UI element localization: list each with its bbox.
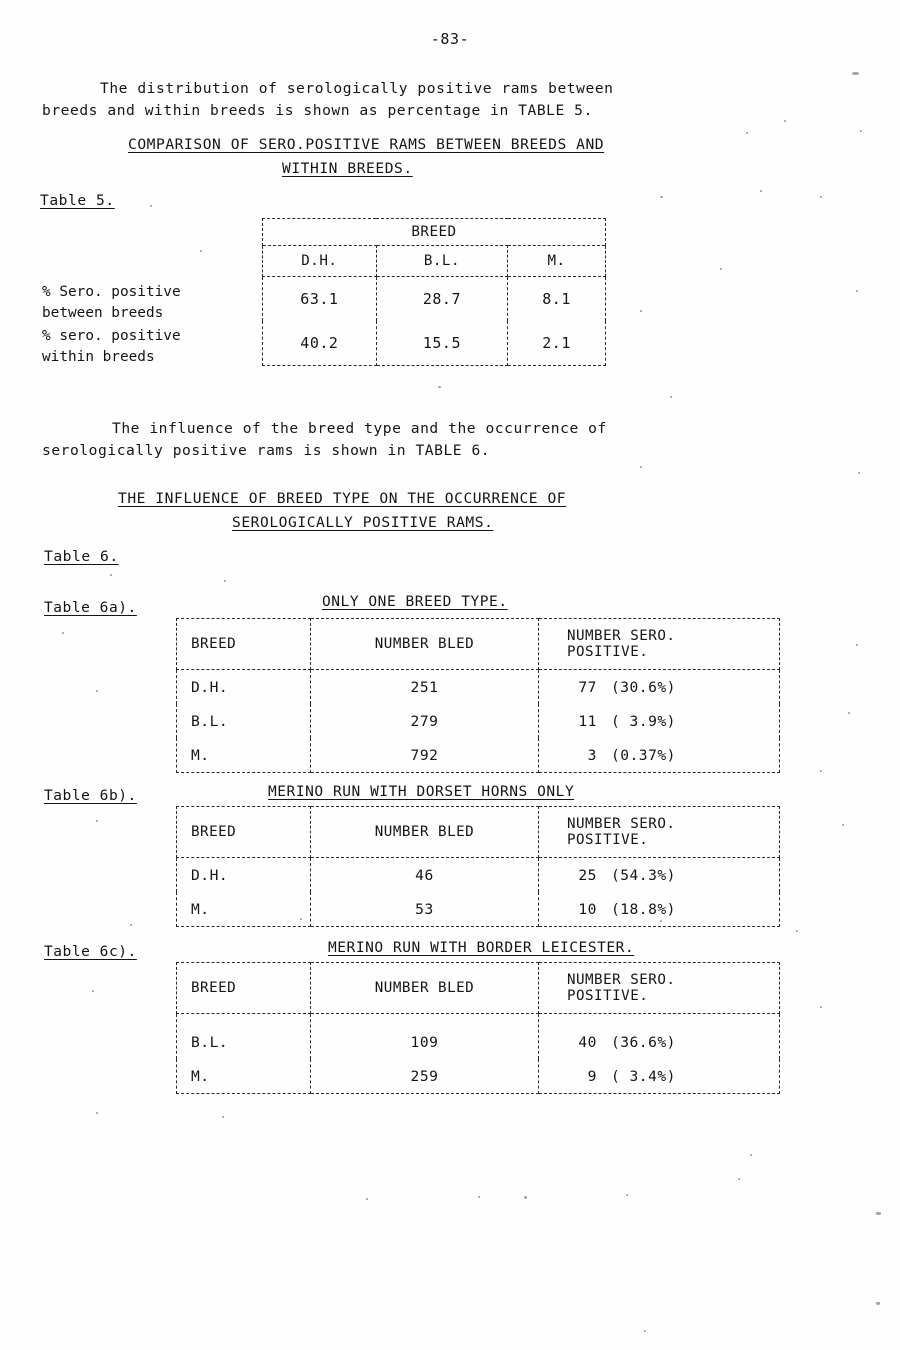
table-row xyxy=(177,858,780,893)
table6a-cell-sero-count-2: 3 xyxy=(587,746,597,764)
table5-row-label-1 xyxy=(42,326,181,368)
scan-speckle xyxy=(640,466,642,468)
table6a-col-header-sero-line-1: NUMBER SERO. xyxy=(566,628,676,644)
scan-speckle xyxy=(300,918,302,920)
table5-column-header-row xyxy=(263,246,606,277)
table6c-cell-breed-0: B.L. xyxy=(177,1014,311,1060)
table6a-caption: ONLY ONE BREED TYPE. xyxy=(322,594,508,610)
table-row xyxy=(177,1059,780,1094)
table6c-cell-sero-pct-1: ( 3.4%) xyxy=(610,1067,676,1085)
table6c-caption: MERINO RUN WITH BORDER LEICESTER. xyxy=(328,940,635,956)
table-row xyxy=(177,704,780,738)
scan-speckle xyxy=(876,1212,881,1215)
intro-paragraph-line-2: breeds and within breeds is shown as percentage in TABLE 5. xyxy=(42,102,593,119)
scan-speckle xyxy=(720,268,722,270)
table5-row-label-1-line-2: within breeds xyxy=(42,349,155,365)
table6b-cell-sero-1 xyxy=(538,892,779,927)
table5-row-label-0 xyxy=(42,282,181,324)
table6b-cell-bled-1: 53 xyxy=(311,892,539,927)
table6c-cell-bled-1: 259 xyxy=(311,1059,539,1094)
scan-speckle xyxy=(478,1196,480,1198)
table6b-header-row xyxy=(177,807,780,858)
intro-paragraph-line-1: The distribution of serologically positive rams between xyxy=(100,80,614,97)
table5-cell-r1c1: 15.5 xyxy=(376,321,507,366)
table6b-cell-sero-pct-1: (18.8%) xyxy=(610,900,676,918)
table6a-cell-sero-pct-2: (0.37%) xyxy=(610,746,676,764)
table6c-cell-sero-1 xyxy=(538,1059,779,1094)
table5 xyxy=(262,218,606,366)
table6-heading-line-2: SEROLOGICALLY POSITIVE RAMS. xyxy=(232,514,494,531)
scan-speckle xyxy=(876,1302,880,1305)
table6a-cell-bled-2: 792 xyxy=(311,738,539,773)
second-paragraph-line-2: serologically positive rams is shown in TABLE 6. xyxy=(42,442,491,459)
table5-heading-line-2: WITHIN BREEDS. xyxy=(282,160,413,177)
table6a-cell-breed-0: D.H. xyxy=(177,670,311,705)
table5-row-label-0-line-2: between breeds xyxy=(42,305,164,321)
table6c-cell-breed-1: M. xyxy=(177,1059,311,1094)
table-row xyxy=(177,1014,780,1060)
table5-cell-r0c0: 63.1 xyxy=(263,277,377,322)
scan-speckle xyxy=(848,712,850,714)
table-row xyxy=(263,321,606,366)
scan-speckle xyxy=(626,1194,628,1196)
table6c-cell-sero-count-0: 40 xyxy=(578,1033,597,1051)
table5-cell-r0c1: 28.7 xyxy=(376,277,507,322)
table6b-cell-breed-1: M. xyxy=(177,892,311,927)
table6a xyxy=(176,618,780,773)
scan-speckle xyxy=(796,930,798,932)
page-number: -83- xyxy=(430,30,470,48)
scan-speckle xyxy=(842,824,844,826)
table6a-cell-sero-pct-1: ( 3.9%) xyxy=(610,712,676,730)
table5-row-label-1-line-1: % sero. positive xyxy=(42,328,181,344)
table6b-cell-sero-0 xyxy=(538,858,779,893)
scan-speckle xyxy=(644,1330,646,1332)
table6-heading-line-1: THE INFLUENCE OF BREED TYPE ON THE OCCURRENCE OF xyxy=(118,490,567,507)
table5-col-header-0: D.H. xyxy=(263,246,377,277)
table6a-col-header-breed: BREED xyxy=(177,619,311,670)
scan-speckle xyxy=(670,396,672,398)
scan-speckle xyxy=(852,72,859,75)
scan-speckle xyxy=(222,1116,224,1118)
table6c-cell-sero-count-1: 9 xyxy=(587,1067,597,1085)
scan-speckle xyxy=(96,820,98,822)
table6c-col-header-sero-line-1: NUMBER SERO. xyxy=(566,972,676,988)
table6b-cell-sero-count-1: 10 xyxy=(578,900,597,918)
table5-cell-r1c2: 2.1 xyxy=(508,321,606,366)
table6b-cell-sero-pct-0: (54.3%) xyxy=(610,866,676,884)
second-paragraph-line-1: The influence of the breed type and the occurrence of xyxy=(112,420,607,437)
table6a-cell-breed-1: B.L. xyxy=(177,704,311,738)
table6a-cell-sero-pct-0: (30.6%) xyxy=(610,678,676,696)
table5-group-header-row xyxy=(263,219,606,246)
table6b-cell-bled-0: 46 xyxy=(311,858,539,893)
scan-speckle xyxy=(860,130,862,132)
scan-speckle xyxy=(858,472,860,474)
table6c-col-header-bled: NUMBER BLED xyxy=(311,963,539,1014)
scan-speckle xyxy=(660,920,662,922)
table6b-cell-sero-count-0: 25 xyxy=(578,866,597,884)
table6a-header-row xyxy=(177,619,780,670)
scan-speckle xyxy=(738,1178,740,1180)
scan-speckle xyxy=(524,1196,527,1199)
table6a-cell-sero-2 xyxy=(538,738,779,773)
table6a-cell-bled-1: 279 xyxy=(311,704,539,738)
table6a-cell-bled-0: 251 xyxy=(311,670,539,705)
scan-speckle xyxy=(750,1154,752,1156)
table5-row-label-0-line-1: % Sero. positive xyxy=(42,284,181,300)
scan-speckle xyxy=(856,644,858,646)
table6b-col-header-bled: NUMBER BLED xyxy=(311,807,539,858)
table6a-col-header-bled: NUMBER BLED xyxy=(311,619,539,670)
scan-speckle xyxy=(784,120,786,122)
table-row xyxy=(177,738,780,773)
table6c-header-row xyxy=(177,963,780,1014)
table6a-cell-sero-0 xyxy=(538,670,779,705)
table6c-col-header-sero-line-2: POSITIVE. xyxy=(566,988,649,1004)
scan-speckle xyxy=(366,1198,368,1200)
scan-speckle xyxy=(130,924,132,926)
scan-speckle xyxy=(760,190,762,192)
table6c-cell-sero-0 xyxy=(538,1014,779,1060)
table-row xyxy=(177,670,780,705)
table6a-cell-breed-2: M. xyxy=(177,738,311,773)
scan-speckle xyxy=(62,632,64,634)
table6b-caption: MERINO RUN WITH DORSET HORNS ONLY xyxy=(268,784,575,800)
table6b-col-header-sero xyxy=(538,807,779,858)
table6a-cell-sero-count-0: 77 xyxy=(578,678,597,696)
scan-speckle xyxy=(820,196,822,198)
scan-speckle xyxy=(820,770,822,772)
table-row xyxy=(177,892,780,927)
scan-speckle xyxy=(856,290,858,292)
table6b-cell-breed-0: D.H. xyxy=(177,858,311,893)
table6a-col-header-sero-line-2: POSITIVE. xyxy=(566,644,649,660)
table6b-col-header-sero-line-1: NUMBER SERO. xyxy=(566,816,676,832)
table6a-cell-sero-1 xyxy=(538,704,779,738)
scan-speckle xyxy=(96,690,98,692)
scan-speckle xyxy=(150,205,152,207)
scan-speckle xyxy=(820,1006,822,1008)
scan-speckle xyxy=(96,1112,98,1114)
table5-col-header-1: B.L. xyxy=(376,246,507,277)
table5-tag: Table 5. xyxy=(40,192,115,209)
table5-group-header: BREED xyxy=(263,219,606,246)
scan-speckle xyxy=(92,990,94,992)
scan-speckle xyxy=(746,132,748,134)
table-row xyxy=(263,277,606,322)
table6c-cell-sero-pct-0: (36.6%) xyxy=(610,1033,676,1051)
table6-tag: Table 6. xyxy=(44,548,119,565)
table6b-col-header-sero-line-2: POSITIVE. xyxy=(566,832,649,848)
scan-speckle xyxy=(660,196,663,198)
table5-col-header-2: M. xyxy=(508,246,606,277)
table6b-tag: Table 6b). xyxy=(44,788,137,804)
table6c xyxy=(176,962,780,1094)
table5-heading-line-1: COMPARISON OF SERO.POSITIVE RAMS BETWEEN BREEDS AND xyxy=(128,136,605,153)
table6a-col-header-sero xyxy=(538,619,779,670)
scan-speckle xyxy=(200,250,202,252)
table6c-tag: Table 6c). xyxy=(44,944,137,960)
scan-speckle xyxy=(110,574,112,576)
table6b-col-header-breed: BREED xyxy=(177,807,311,858)
scan-speckle xyxy=(438,386,441,388)
table6a-tag: Table 6a). xyxy=(44,600,137,616)
table5-cell-r0c2: 8.1 xyxy=(508,277,606,322)
table6a-cell-sero-count-1: 11 xyxy=(578,712,597,730)
scan-speckle xyxy=(640,310,642,312)
table6c-col-header-breed: BREED xyxy=(177,963,311,1014)
table5-cell-r1c0: 40.2 xyxy=(263,321,377,366)
table6b xyxy=(176,806,780,927)
scan-speckle xyxy=(224,580,226,582)
table6c-col-header-sero xyxy=(538,963,779,1014)
table6c-cell-bled-0: 109 xyxy=(311,1014,539,1060)
